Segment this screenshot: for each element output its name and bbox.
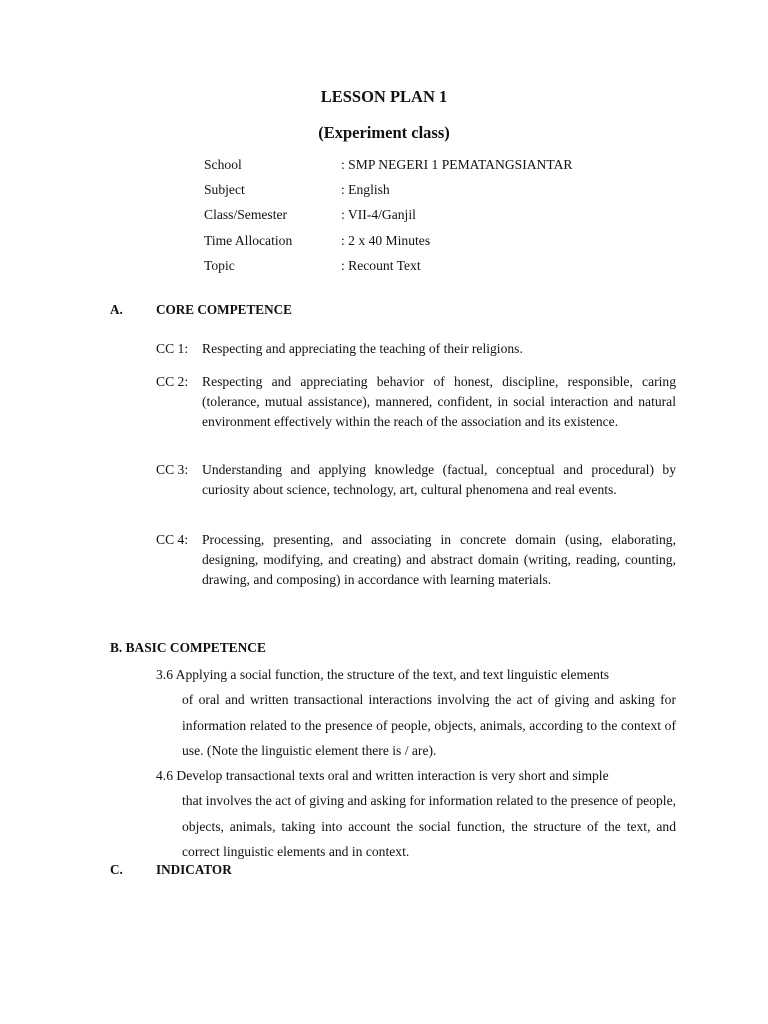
section-title: INDICATOR [156, 862, 232, 877]
info-value: : 2 x 40 Minutes [341, 233, 431, 248]
competence-code: CC 3: [156, 462, 189, 477]
page-subtitle: (Experiment class) [318, 123, 450, 142]
info-row-time-allocation [204, 233, 724, 253]
competence-code: CC 1: [156, 341, 189, 356]
info-row-topic [204, 258, 724, 278]
basic-competence-text: of oral and written transactional interactions involving the act of giving and asking for information related to the presence of people, objects, animals, according to the context of use. (Note the linguistic element there is / are). [182, 692, 676, 759]
info-label: Subject [204, 182, 245, 197]
competence-text: Understanding and applying knowledge (factual, conceptual and procedural) by curiosity about science, technology, art, cultural phenomena and real events. [202, 462, 676, 497]
info-row-school [204, 157, 724, 177]
basic-competence-first-line: 4.6 Develop transactional texts oral and written interaction is very short and simple [156, 768, 609, 783]
basic-competence-item [156, 763, 676, 865]
page-title: LESSON PLAN 1 [320, 87, 448, 106]
section-title: CORE COMPETENCE [156, 302, 292, 317]
info-label: School [204, 157, 242, 172]
competence-text: Processing, presenting, and associating in concrete domain (using, elaborating, designing, modifying, and creating) and abstract domain (writing, reading, counting, drawing, and composing) in accordance with learning materials. [202, 532, 676, 587]
info-row-class-semester [204, 207, 724, 227]
section-letter: C. [110, 862, 123, 877]
basic-competence-item [156, 662, 676, 764]
info-value: : SMP NEGERI 1 PEMATANGSIANTAR [341, 157, 573, 172]
section-letter: A. [110, 302, 123, 317]
info-row-subject [204, 182, 724, 202]
info-value: : Recount Text [341, 258, 421, 273]
info-label: Class/Semester [204, 207, 288, 222]
competence-text: Respecting and appreciating the teaching of their religions. [202, 341, 523, 356]
basic-competence-first-line: 3.6 Applying a social function, the structure of the text, and text linguistic elements [156, 667, 610, 682]
info-label: Time Allocation [204, 233, 293, 248]
basic-competence-text: that involves the act of giving and asking for information related to the presence of people, objects, animals, taking into account the social function, the structure of the text, and correct linguistic elements and in context. [182, 793, 676, 860]
info-value: : VII-4/Ganjil [341, 207, 416, 222]
competence-code: CC 2: [156, 374, 189, 389]
section-b-heading: B. BASIC COMPETENCE [110, 640, 266, 655]
competence-code: CC 4: [156, 532, 189, 547]
info-label: Topic [204, 258, 235, 273]
info-value: : English [341, 182, 390, 197]
competence-text: Respecting and appreciating behavior of honest, discipline, responsible, caring (tolerance, mutual assistance), mannered, confident, in social interaction and natural environment effectively within the reach of the association and its existence. [202, 374, 676, 429]
